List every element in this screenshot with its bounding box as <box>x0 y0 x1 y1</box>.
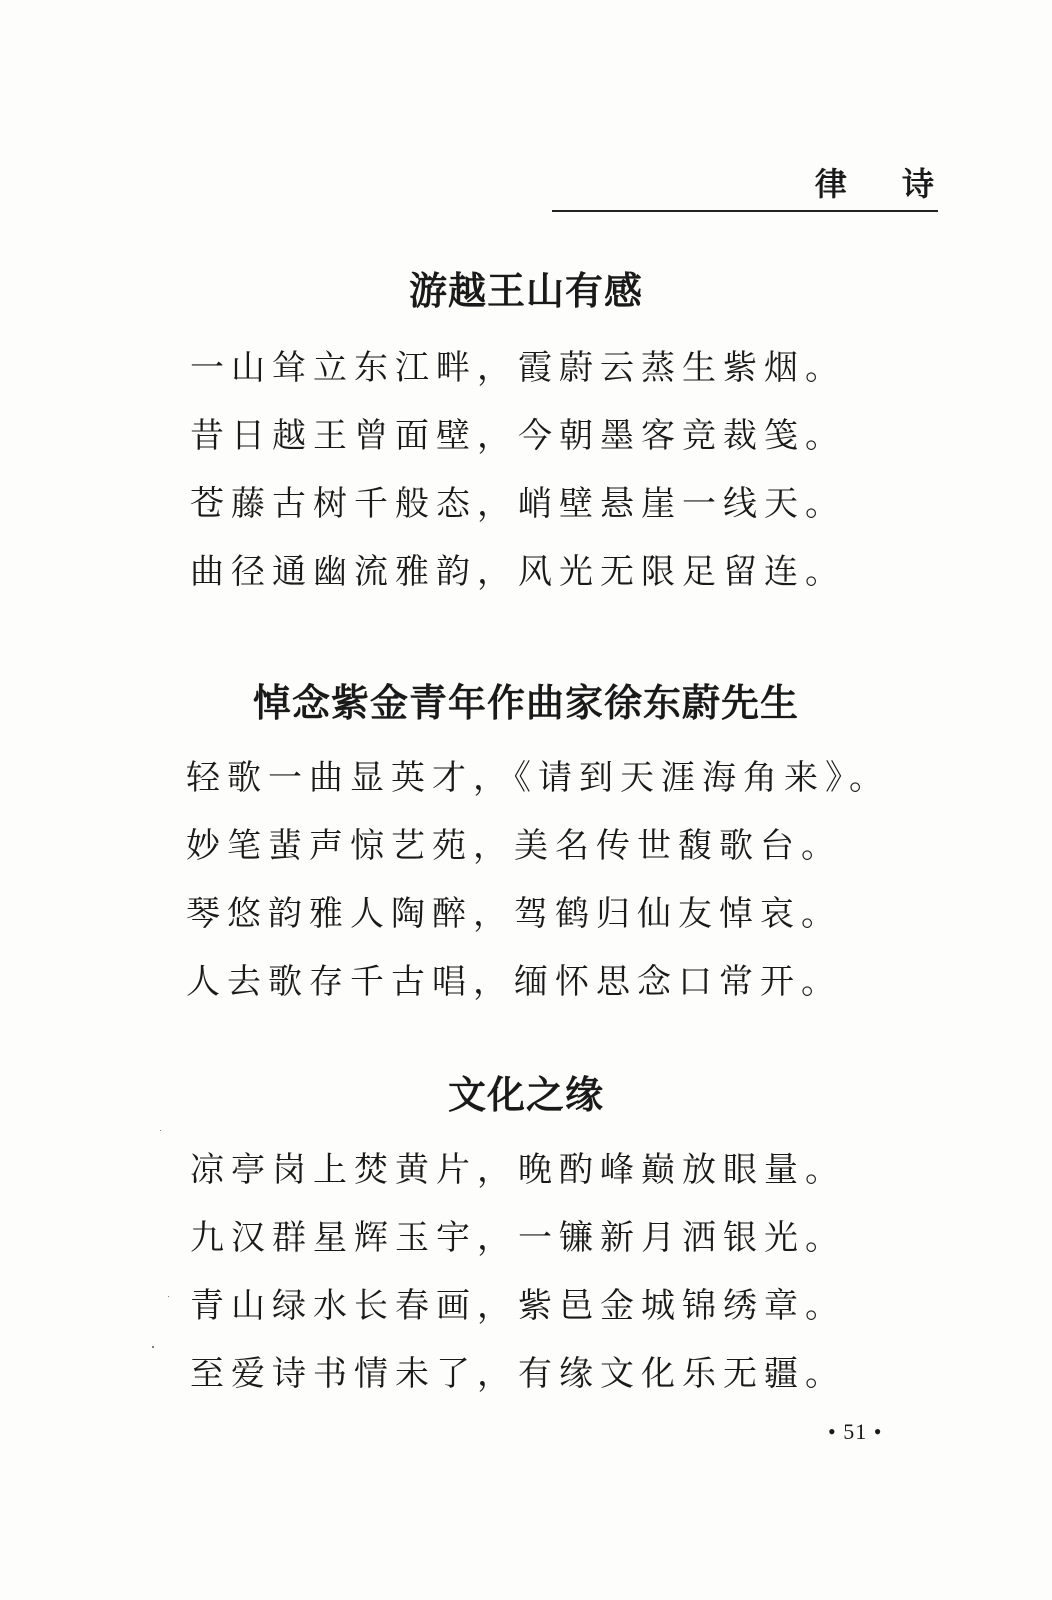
poem-line: 妙笔蜚声惊艺苑，美名传世馥歌台。 <box>186 826 842 866</box>
poem-title: 文化之缘 <box>447 1072 604 1117</box>
poem-line: 曲径通幽流雅韵，风光无限足留连。 <box>190 552 846 592</box>
poem-line: 一山耸立东江畔，霞蔚云蒸生紫烟。 <box>190 348 846 388</box>
poem-line: 昔日越王曾面壁，今朝墨客竞裁笺。 <box>190 416 846 456</box>
poem-line: 至爱诗书情未了，有缘文化乐无疆。 <box>190 1354 846 1394</box>
poem-line: 苍藤古树千般态，峭壁悬崖一线天。 <box>190 484 846 524</box>
poem-body <box>186 744 890 1016</box>
poem-line: 九汉群星辉玉宇，一镰新月洒银光。 <box>190 1218 846 1258</box>
poem-line: 青山绿水长春画，紫邑金城锦绣章。 <box>190 1286 846 1326</box>
poem-body <box>190 1136 870 1408</box>
scan-speck <box>160 1130 161 1131</box>
poem-line: 轻歌一曲显英才，《请到天涯海角来》。 <box>186 758 890 798</box>
poem-line: 人去歌存千古唱，缅怀思念口常开。 <box>186 962 842 1002</box>
poem-line: 琴悠韵雅人陶醉，驾鹤归仙友悼哀。 <box>186 894 842 934</box>
scan-speck <box>152 1346 154 1348</box>
poem-title: 悼念紫金青年作曲家徐东蔚先生 <box>252 680 799 725</box>
poem-title: 游越王山有感 <box>408 268 643 313</box>
running-header <box>552 160 956 212</box>
scan-speck <box>168 1296 169 1297</box>
section-title: 律 诗 <box>814 165 956 203</box>
page-number: • 51 • <box>828 1419 883 1444</box>
poem-line: 凉亭岗上焚黄片，晚酌峰巅放眼量。 <box>190 1150 846 1190</box>
poem-body <box>190 334 870 606</box>
